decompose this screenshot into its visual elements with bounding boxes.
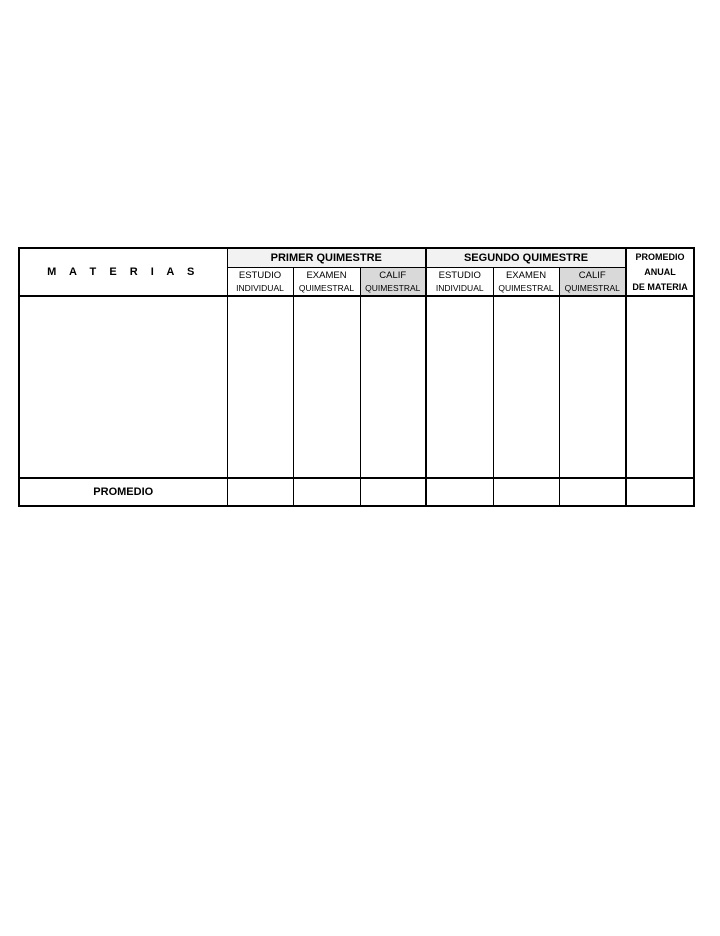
annual-average-header <box>626 248 694 296</box>
average-cell[interactable] <box>360 478 426 506</box>
column-header-line2: QUIMESTRAL <box>365 282 421 293</box>
grade-cell[interactable] <box>293 296 360 478</box>
second-term-grade-header <box>559 268 626 297</box>
subjects-body-row <box>19 296 694 478</box>
first-term-individual-study-header <box>227 268 293 297</box>
average-cell[interactable] <box>493 478 559 506</box>
average-footer-row <box>19 478 694 506</box>
annual-average-line2: ANUAL <box>644 266 676 277</box>
second-term-individual-study-header <box>426 268 493 297</box>
second-term-header: SEGUNDO QUIMESTRE <box>426 248 626 268</box>
column-header-line2: QUIMESTRAL <box>298 282 355 293</box>
grades-table <box>18 247 695 507</box>
column-header-line1: EXAMEN <box>306 269 347 281</box>
first-term-exam-header <box>293 268 360 297</box>
column-header-line1: CALIF <box>578 269 606 281</box>
average-cell[interactable] <box>426 478 493 506</box>
column-header-line2: INDIVIDUAL <box>236 282 284 293</box>
average-cell[interactable] <box>559 478 626 506</box>
header-row-1 <box>19 248 694 268</box>
annual-average-line1: PROMEDIO <box>635 251 685 262</box>
average-cell[interactable] <box>227 478 293 506</box>
average-cell[interactable] <box>293 478 360 506</box>
column-header-line1: ESTUDIO <box>238 269 282 281</box>
average-label: PROMEDIO <box>19 478 227 506</box>
column-header-line2: QUIMESTRAL <box>498 282 554 293</box>
average-cell[interactable] <box>626 478 694 506</box>
column-header-line2: INDIVIDUAL <box>435 282 484 293</box>
grade-cell[interactable] <box>360 296 426 478</box>
first-term-grade-header <box>360 268 426 297</box>
column-header-line1: ESTUDIO <box>438 269 481 281</box>
column-header-line2: QUIMESTRAL <box>564 282 620 293</box>
grade-cell[interactable] <box>559 296 626 478</box>
column-header-line1: CALIF <box>379 269 407 281</box>
grade-cell[interactable] <box>493 296 559 478</box>
subjects-cell[interactable] <box>19 296 227 478</box>
second-term-exam-header <box>493 268 559 297</box>
grade-cell[interactable] <box>426 296 493 478</box>
grade-cell[interactable] <box>227 296 293 478</box>
annual-average-cell[interactable] <box>626 296 694 478</box>
subjects-header: M A T E R I A S <box>19 248 227 296</box>
annual-average-line3: DE MATERIA <box>632 281 688 292</box>
column-header-line1: EXAMEN <box>505 269 547 281</box>
first-term-header: PRIMER QUIMESTRE <box>227 248 426 268</box>
